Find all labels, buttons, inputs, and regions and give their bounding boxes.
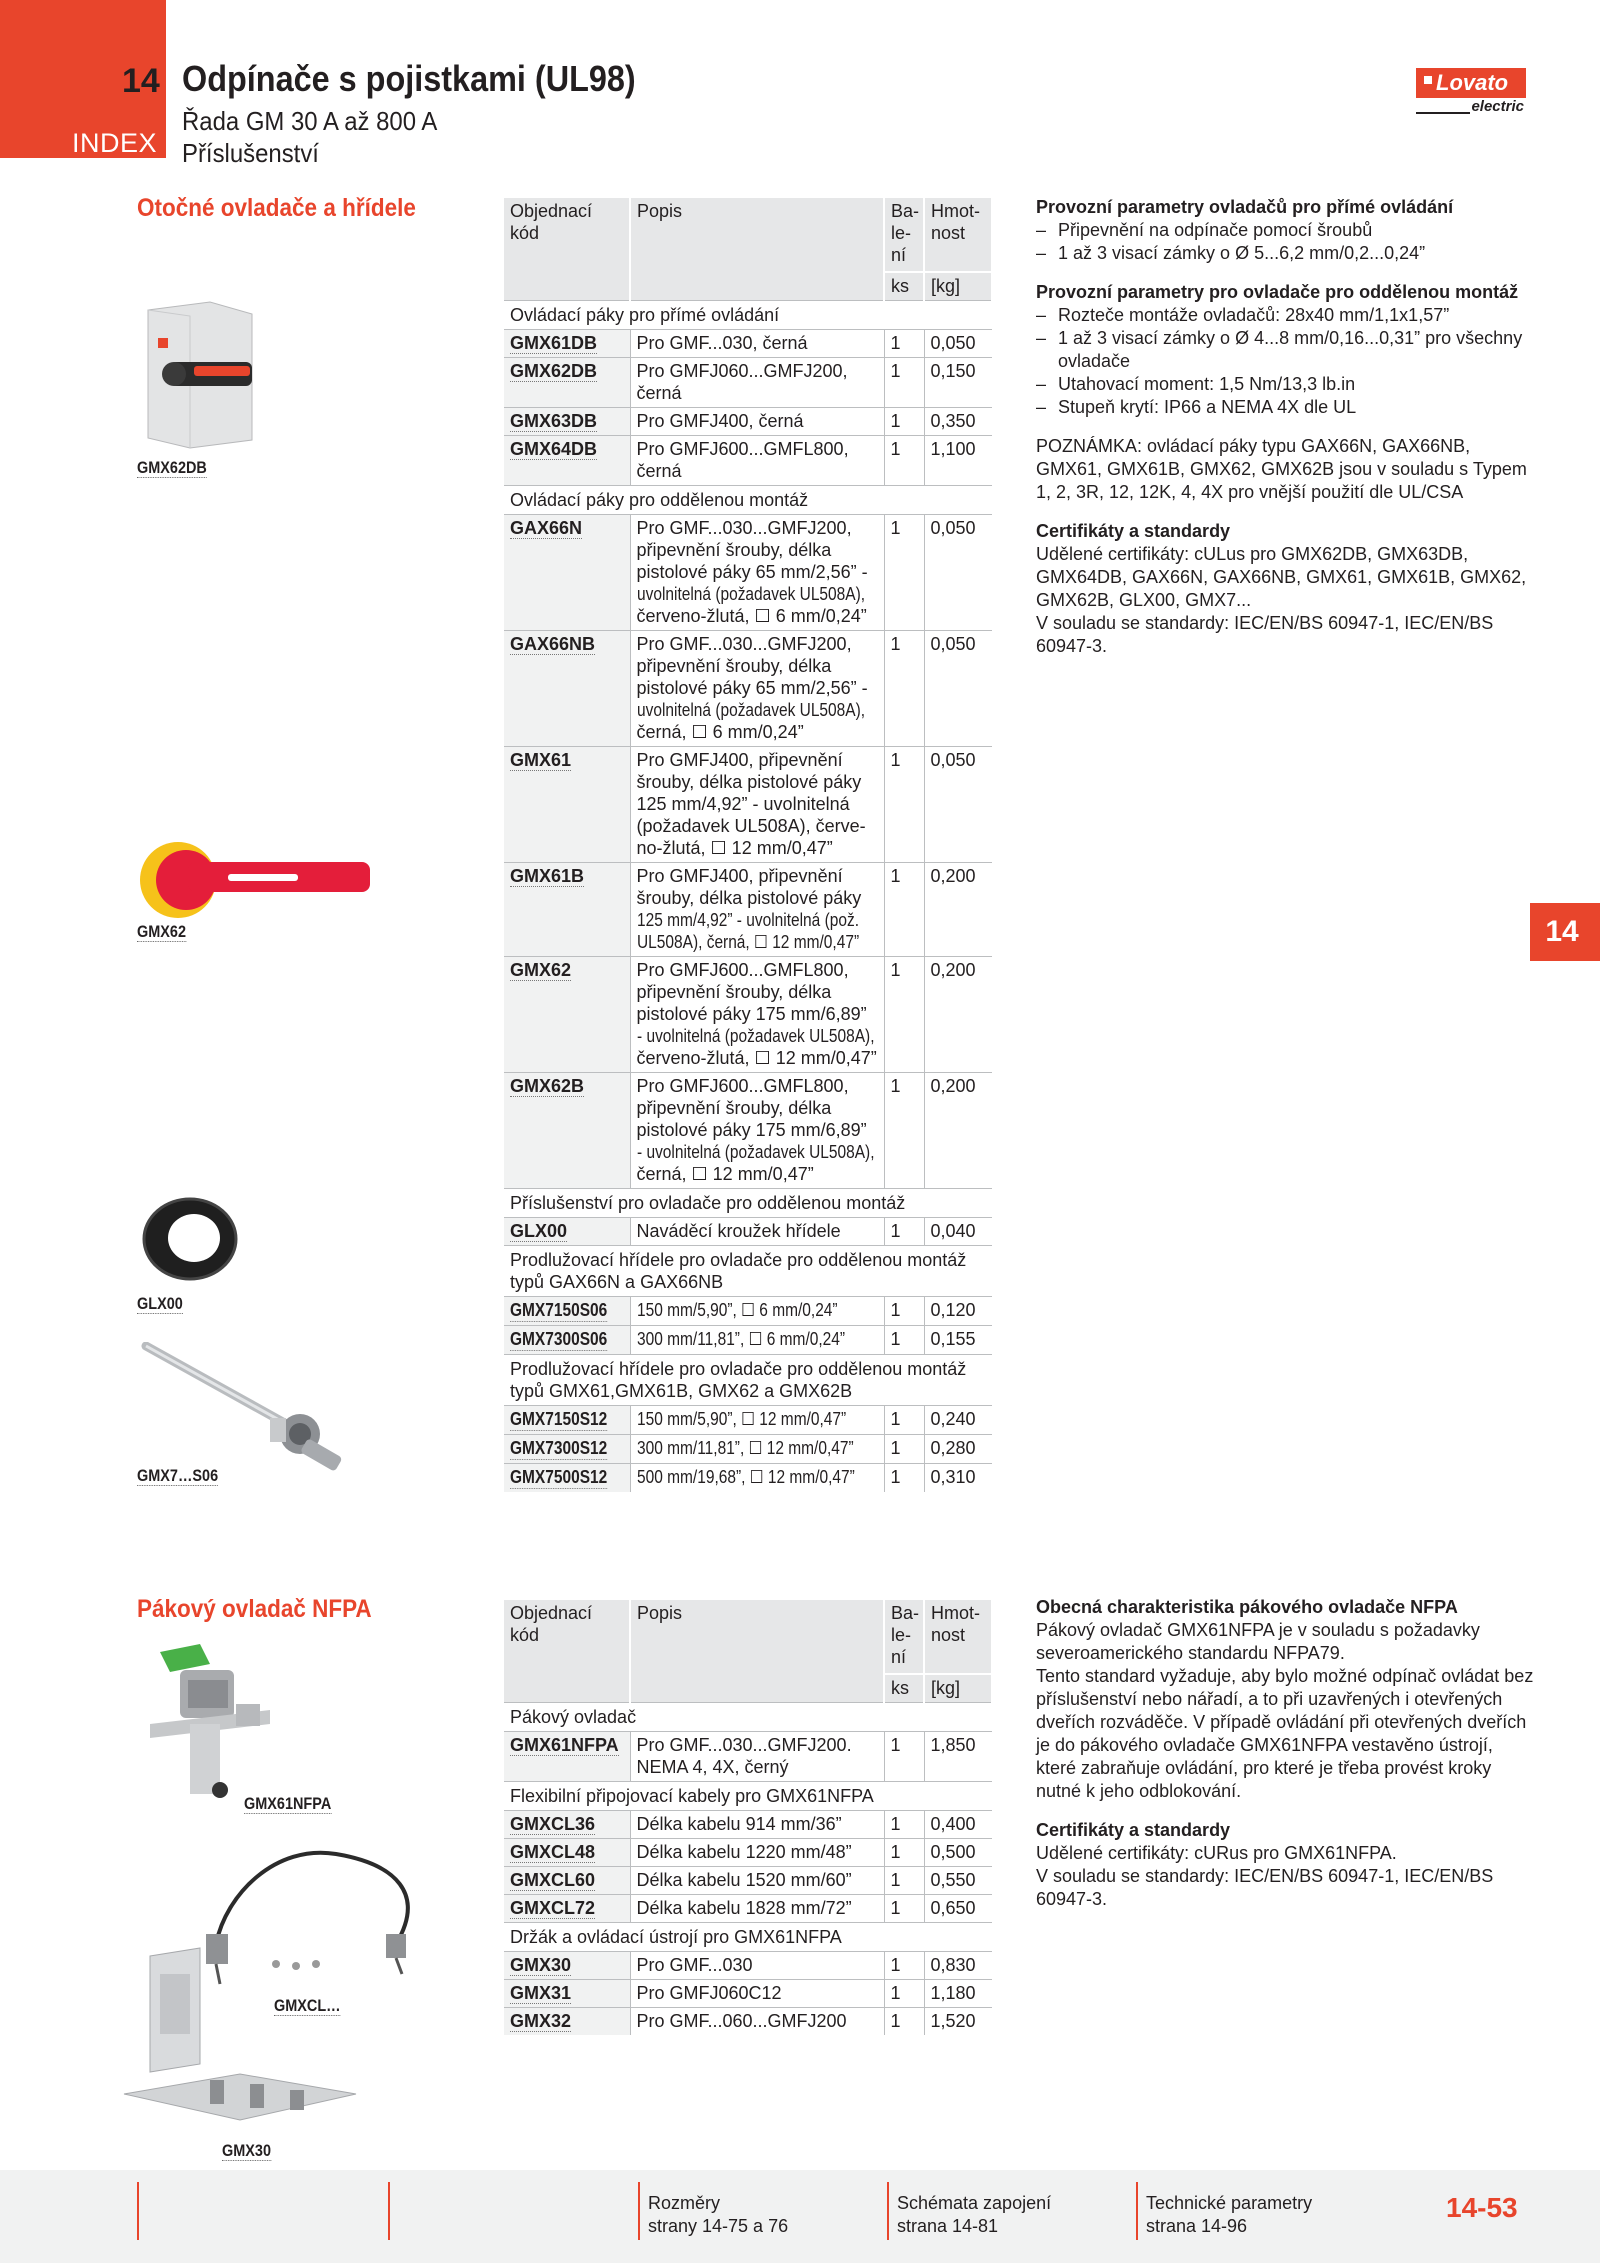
table-row bbox=[504, 1867, 992, 1895]
product-code[interactable]: GMX61DB bbox=[510, 333, 598, 353]
table-row bbox=[504, 863, 992, 957]
info-item: – 1 až 3 visací zámky o Ø 5...6,2 mm/0,2...0,24” bbox=[1036, 242, 1536, 265]
nfpa-handle-image bbox=[140, 1640, 290, 1810]
desc-line: - uvolnitelná (požadavek UL508A), bbox=[636, 1142, 875, 1162]
product-code[interactable]: GMX62B bbox=[510, 1076, 585, 1096]
info-item: – Rozteče montáže ovladačů: 28x40 mm/1,1x1,57” bbox=[1036, 304, 1536, 327]
pack-qty: 1 bbox=[884, 863, 924, 957]
info-note: POZNÁMKA: ovládací páky typu GAX66N, GAX66NB, GMX61, GMX61B, GMX62, GMX62B jsou v souladu s Typem 1, 2, 3R, 12, 12K, 4, 4X pro vnější použití dle UL/CSA bbox=[1036, 436, 1527, 502]
pack-qty: 1 bbox=[884, 1732, 924, 1782]
pack-qty: 1 bbox=[884, 1435, 924, 1464]
table-row bbox=[504, 358, 992, 408]
product-desc: Naváděcí kroužek hřídele bbox=[630, 1218, 884, 1246]
table-row bbox=[504, 957, 992, 1073]
product-code[interactable]: GMX31 bbox=[510, 1983, 572, 2003]
product-code[interactable]: GMX62DB bbox=[510, 361, 598, 381]
weight: 0,050 bbox=[924, 631, 992, 747]
product-code[interactable]: GMX7500S12 bbox=[510, 1467, 608, 1487]
product-code[interactable]: GMX61NFPA bbox=[510, 1735, 619, 1755]
group-title: Flexibilní připojovací kabely pro GMX61NFPA bbox=[504, 1782, 992, 1811]
pack-qty: 1 bbox=[884, 1867, 924, 1895]
image-label-gmx62 bbox=[137, 922, 186, 942]
pack-qty: 1 bbox=[884, 1073, 924, 1189]
col-header-code: Objednací kód bbox=[504, 1600, 630, 1703]
info-item: – 1 až 3 visací zámky o Ø 4...8 mm/0,16...0,31” pro všechny ovladače bbox=[1036, 327, 1536, 373]
info-heading: Certifikáty a standardy bbox=[1036, 1820, 1231, 1840]
col-header-pack: Ba- le- ní bbox=[884, 198, 924, 272]
product-desc: Délka kabelu 1520 mm/60” bbox=[630, 1867, 884, 1895]
pack-qty: 1 bbox=[884, 1297, 924, 1326]
bracket-mechanism-image bbox=[120, 1944, 360, 2134]
product-table-rotary bbox=[504, 198, 992, 1492]
desc-line: šrouby, délka pistolové páky bbox=[636, 888, 862, 908]
product-desc: Pro GMF...060...GMFJ200 bbox=[630, 2008, 884, 2036]
product-code[interactable]: GMX7300S06 bbox=[510, 1329, 608, 1349]
image-label-text: GMX61NFPA bbox=[244, 1794, 332, 1813]
footer-label: Rozměry bbox=[648, 2193, 721, 2213]
desc-line: černá, ☐ 12 mm/0,47” bbox=[636, 1164, 814, 1184]
product-desc bbox=[630, 747, 884, 863]
product-code[interactable]: GMX7150S12 bbox=[510, 1409, 608, 1429]
weight: 0,150 bbox=[924, 358, 992, 408]
footer-pages: strana 14-81 bbox=[897, 2216, 999, 2236]
table-row bbox=[504, 436, 992, 486]
desc-line: - uvolnitelná (požadavek UL508A), bbox=[636, 1026, 875, 1046]
info-certificates: Udělené certifikáty: cULus pro GMX62DB, GMX63DB, GMX64DB, GAX66N, GAX66NB, GMX61, GMX61B, GMX62, GMX62B, GLX00, GMX7... bbox=[1036, 544, 1527, 610]
weight: 0,050 bbox=[924, 515, 992, 631]
product-desc: Pro GMFJ060...GMFJ200, černá bbox=[630, 358, 884, 408]
footer-divider bbox=[137, 2182, 139, 2240]
weight: 0,200 bbox=[924, 863, 992, 957]
col-header-pack: Ba- le- ní bbox=[884, 1600, 924, 1674]
image-label-gmx7-s06 bbox=[137, 1466, 218, 1486]
weight: 0,400 bbox=[924, 1811, 992, 1839]
product-code[interactable]: GMX30 bbox=[510, 1955, 572, 1975]
desc-line: 150 mm/5,90”, ☐ 12 mm/0,47” bbox=[636, 1409, 846, 1429]
product-code[interactable]: GLX00 bbox=[510, 1221, 568, 1241]
desc-line: (požadavek UL508A), červe- bbox=[636, 816, 866, 836]
product-desc bbox=[630, 631, 884, 747]
pack-qty: 1 bbox=[884, 515, 924, 631]
info-paragraph: Tento standard vyžaduje, aby bylo možné odpínač ovládat bez příslušenství nebo nářadí, a to při uzavřených i otevřených dveřích rozváděče. V případě ovládání při otevřených dveřích je do pákového ovladače GMX61NFPA vestavěno ústrojí, které zabraňuje ovládání, pro které je třeba provést kroky nutné k jeho odblokování. bbox=[1036, 1666, 1534, 1801]
col-header-desc: Popis bbox=[630, 198, 884, 301]
desc-line: Pro GMFJ600...GMFL800, bbox=[636, 960, 849, 980]
product-desc: Délka kabelu 914 mm/36” bbox=[630, 1811, 884, 1839]
desc-line: uvolnitelná (požadavek UL508A), bbox=[636, 584, 865, 604]
pack-qty: 1 bbox=[884, 1406, 924, 1435]
weight: 0,830 bbox=[924, 1952, 992, 1980]
table-row bbox=[504, 1980, 992, 2008]
section-title-nfpa: Pákový ovladač NFPA bbox=[137, 1595, 372, 1623]
weight: 0,200 bbox=[924, 1073, 992, 1189]
footer-label: Technické parametry bbox=[1146, 2193, 1313, 2213]
product-desc bbox=[630, 1464, 884, 1493]
image-label-text: GMX30 bbox=[222, 2141, 271, 2160]
product-desc bbox=[630, 1435, 884, 1464]
desc-line: pistolové páky 175 mm/6,89” bbox=[636, 1004, 867, 1024]
table-row bbox=[504, 1952, 992, 1980]
desc-line: Pro GMFJ400, připevnění bbox=[636, 750, 843, 770]
footer-divider bbox=[1136, 2182, 1138, 2240]
product-code[interactable]: GAX66N bbox=[510, 518, 583, 538]
group-title: Prodlužovací hřídele pro ovladače pro oddělenou montáž typů GMX61,GMX61B, GMX62 a GMX62B bbox=[504, 1355, 992, 1406]
weight: 0,050 bbox=[924, 747, 992, 863]
product-code[interactable]: GMX61B bbox=[510, 866, 585, 886]
col-unit-pack: ks bbox=[884, 272, 924, 301]
desc-line: červeno-žlutá, ☐ 12 mm/0,47” bbox=[636, 1048, 877, 1068]
section-title-rotary: Otočné ovladače a hřídele bbox=[137, 194, 416, 222]
product-desc bbox=[630, 1297, 884, 1326]
chapter-side-tab[interactable]: 14 bbox=[1530, 903, 1600, 961]
weight: 0,280 bbox=[924, 1435, 992, 1464]
product-code[interactable]: GMXCL36 bbox=[510, 1814, 596, 1834]
footer-link-wiring[interactable] bbox=[897, 2192, 1051, 2238]
desc-line: připevnění šrouby, délka bbox=[636, 656, 832, 676]
image-label-text: GLX00 bbox=[137, 1294, 183, 1313]
product-code[interactable]: GMX32 bbox=[510, 2011, 572, 2031]
guide-ring-image bbox=[140, 1194, 240, 1284]
table-row bbox=[504, 515, 992, 631]
desc-line: 125 mm/4,92” - uvolnitelná bbox=[636, 794, 850, 814]
weight: 0,040 bbox=[924, 1218, 992, 1246]
product-code[interactable]: GMXCL48 bbox=[510, 1842, 596, 1862]
product-code[interactable]: GMX62 bbox=[510, 960, 572, 980]
col-unit-weight: [kg] bbox=[924, 1674, 992, 1703]
weight: 0,200 bbox=[924, 957, 992, 1073]
page-subtitle-accessories: Příslušenství bbox=[182, 138, 319, 168]
image-label-gmx62db bbox=[137, 458, 207, 478]
product-desc bbox=[630, 957, 884, 1073]
pack-qty: 1 bbox=[884, 1952, 924, 1980]
desc-line: Pro GMF...030...GMFJ200, bbox=[636, 518, 852, 538]
col-header-weight: Hmot- nost bbox=[924, 1600, 992, 1674]
weight: 1,100 bbox=[924, 436, 992, 486]
info-item: – Připevnění na odpínače pomocí šroubů bbox=[1036, 219, 1536, 242]
weight: 1,850 bbox=[924, 1732, 992, 1782]
weight: 0,550 bbox=[924, 1867, 992, 1895]
desc-line: 500 mm/19,68”, ☐ 12 mm/0,47” bbox=[636, 1467, 855, 1487]
weight: 0,050 bbox=[924, 330, 992, 358]
group-title: Ovládací páky pro přímé ovládání bbox=[504, 301, 992, 330]
footer-label: Schémata zapojení bbox=[897, 2193, 1052, 2213]
footer-pages: strany 14-75 a 76 bbox=[648, 2216, 789, 2236]
info-heading: Certifikáty a standardy bbox=[1036, 521, 1231, 541]
col-header-weight: Hmot- nost bbox=[924, 198, 992, 272]
pack-qty: 1 bbox=[884, 2008, 924, 2036]
footer-link-technical[interactable] bbox=[1146, 2192, 1312, 2238]
product-desc: Pro GMFJ400, černá bbox=[630, 408, 884, 436]
info-certificates: Udělené certifikáty: cURus pro GMX61NFPA. bbox=[1036, 1843, 1397, 1863]
image-label-text: GMX62 bbox=[137, 922, 186, 941]
table-row bbox=[504, 1732, 992, 1782]
pack-qty: 1 bbox=[884, 1218, 924, 1246]
product-code[interactable]: GMXCL72 bbox=[510, 1898, 596, 1918]
image-label-text: GMX62DB bbox=[137, 458, 207, 477]
table-row bbox=[504, 1435, 992, 1464]
desc-line: 125 mm/4,92” - uvolnitelná (pož. bbox=[636, 910, 859, 930]
product-desc bbox=[630, 1732, 884, 1782]
desc-line: připevnění šrouby, délka bbox=[636, 540, 832, 560]
page-number: 14-53 bbox=[1446, 2192, 1518, 2223]
product-desc: Pro GMF...030 bbox=[630, 1952, 884, 1980]
desc-line: pistolové páky 65 mm/2,56” - bbox=[636, 678, 868, 698]
info-standards: V souladu se standardy: IEC/EN/BS 60947-1, IEC/EN/BS 60947-3. bbox=[1036, 613, 1494, 656]
product-desc bbox=[630, 1073, 884, 1189]
info-heading: Obecná charakteristika pákového ovladače NFPA bbox=[1036, 1597, 1458, 1617]
product-code[interactable]: GMXCL60 bbox=[510, 1870, 596, 1890]
desc-line: Pro GMF...030...GMFJ200, bbox=[636, 634, 852, 654]
desc-line: Pro GMFJ600...GMFL800, bbox=[636, 1076, 849, 1096]
pack-qty: 1 bbox=[884, 1839, 924, 1867]
group-title: Ovládací páky pro oddělenou montáž bbox=[504, 486, 992, 515]
pack-qty: 1 bbox=[884, 330, 924, 358]
desc-line: uvolnitelná (požadavek UL508A), bbox=[636, 700, 865, 720]
weight: 0,155 bbox=[924, 1326, 992, 1355]
group-title: Příslušenství pro ovladače pro oddělenou montáž bbox=[504, 1189, 992, 1218]
desc-line: pistolové páky 175 mm/6,89” bbox=[636, 1120, 867, 1140]
product-table-nfpa bbox=[504, 1600, 992, 2035]
desc-line: 300 mm/11,81”, ☐ 12 mm/0,47” bbox=[636, 1438, 854, 1458]
table-row bbox=[504, 330, 992, 358]
desc-line: červeno-žlutá, ☐ 6 mm/0,24” bbox=[636, 606, 867, 626]
pack-qty: 1 bbox=[884, 957, 924, 1073]
table-row bbox=[504, 747, 992, 863]
weight: 0,350 bbox=[924, 408, 992, 436]
product-code[interactable]: GMX7150S06 bbox=[510, 1300, 608, 1320]
product-desc: Pro GMFJ600...GMFL800, černá bbox=[630, 436, 884, 486]
pack-qty: 1 bbox=[884, 1464, 924, 1493]
pack-qty: 1 bbox=[884, 747, 924, 863]
desc-line: připevnění šrouby, délka bbox=[636, 982, 832, 1002]
group-title: Držák a ovládací ústrojí pro GMX61NFPA bbox=[504, 1923, 992, 1952]
table-row bbox=[504, 1326, 992, 1355]
page-footer bbox=[0, 2170, 1600, 2263]
desc-line: NEMA 4, 4X, černý bbox=[636, 1757, 789, 1777]
desc-line: no-žlutá, ☐ 12 mm/0,47” bbox=[636, 838, 833, 858]
desc-line: připevnění šrouby, délka bbox=[636, 1098, 832, 1118]
image-label-text: GMXCL… bbox=[274, 1996, 341, 2015]
info-standards: V souladu se standardy: IEC/EN/BS 60947-1, IEC/EN/BS 60947-3. bbox=[1036, 1866, 1494, 1909]
desc-line: šrouby, délka pistolové páky bbox=[636, 772, 862, 792]
product-code[interactable]: GMX64DB bbox=[510, 439, 598, 459]
col-header-desc: Popis bbox=[630, 1600, 884, 1703]
table-row bbox=[504, 1811, 992, 1839]
col-unit-weight: [kg] bbox=[924, 272, 992, 301]
info-heading: Provozní parametry pro ovladače pro oddělenou montáž bbox=[1036, 282, 1519, 302]
table-row bbox=[504, 1839, 992, 1867]
weight: 1,520 bbox=[924, 2008, 992, 2036]
desc-line: pistolové páky 65 mm/2,56” - bbox=[636, 562, 868, 582]
weight: 0,500 bbox=[924, 1839, 992, 1867]
desc-line: 300 mm/11,81”, ☐ 6 mm/0,24” bbox=[636, 1329, 845, 1349]
desc-line: Pro GMFJ400, připevnění bbox=[636, 866, 843, 886]
col-unit-pack: ks bbox=[884, 1674, 924, 1703]
page-subtitle-series: Řada GM 30 A až 800 A bbox=[182, 106, 438, 136]
table-row bbox=[504, 2008, 992, 2036]
image-label-gmx61nfpa bbox=[244, 1794, 331, 1814]
extension-shaft-image bbox=[140, 1342, 360, 1472]
pack-qty: 1 bbox=[884, 436, 924, 486]
weight: 0,120 bbox=[924, 1297, 992, 1326]
footer-divider bbox=[887, 2182, 889, 2240]
product-code[interactable]: GAX66NB bbox=[510, 634, 596, 654]
desc-line: Pro GMF...030...GMFJ200. bbox=[636, 1735, 852, 1755]
product-desc: Pro GMF...030, černá bbox=[630, 330, 884, 358]
pack-qty: 1 bbox=[884, 1326, 924, 1355]
desc-line: černá, ☐ 6 mm/0,24” bbox=[636, 722, 804, 742]
pack-qty: 1 bbox=[884, 1811, 924, 1839]
product-desc bbox=[630, 863, 884, 957]
footer-divider bbox=[388, 2182, 390, 2240]
logo-subtext: electric bbox=[1471, 98, 1524, 115]
pack-qty: 1 bbox=[884, 358, 924, 408]
desc-line: 150 mm/5,90”, ☐ 6 mm/0,24” bbox=[636, 1300, 838, 1320]
red-yellow-handle-image bbox=[138, 830, 378, 930]
footer-pages: strana 14-96 bbox=[1146, 2216, 1248, 2236]
table-row bbox=[504, 1895, 992, 1923]
image-label-glx00 bbox=[137, 1294, 183, 1314]
product-desc bbox=[630, 1326, 884, 1355]
product-code[interactable]: GMX61 bbox=[510, 750, 572, 770]
table-row bbox=[504, 631, 992, 747]
lovato-logo bbox=[1416, 68, 1526, 118]
index-link[interactable]: INDEX bbox=[72, 128, 158, 158]
page-title: Odpínače s pojistkami (UL98) bbox=[182, 58, 636, 99]
pack-qty: 1 bbox=[884, 1895, 924, 1923]
footer-link-dimensions[interactable] bbox=[648, 2192, 788, 2238]
group-title: Pákový ovladač bbox=[504, 1703, 992, 1732]
weight: 0,650 bbox=[924, 1895, 992, 1923]
info-heading: Provozní parametry ovladačů pro přímé ovládání bbox=[1036, 197, 1454, 217]
table-row bbox=[504, 1297, 992, 1326]
table-row bbox=[504, 1464, 992, 1493]
info-panel-rotary bbox=[1036, 196, 1536, 658]
info-item: – Stupeň krytí: IP66 a NEMA 4X dle UL bbox=[1036, 396, 1536, 419]
weight: 1,180 bbox=[924, 1980, 992, 2008]
table-row bbox=[504, 408, 992, 436]
pack-qty: 1 bbox=[884, 1980, 924, 2008]
image-label-text: GMX7…S06 bbox=[137, 1466, 219, 1485]
weight: 0,310 bbox=[924, 1464, 992, 1493]
col-header-code: Objednací kód bbox=[504, 198, 630, 301]
chapter-number: 14 bbox=[122, 62, 160, 100]
logo-text: Lovato bbox=[1436, 70, 1509, 95]
image-label-gmx30 bbox=[222, 2141, 271, 2161]
product-desc: Pro GMFJ060C12 bbox=[630, 1980, 884, 2008]
table-row bbox=[504, 1073, 992, 1189]
footer-divider bbox=[638, 2182, 640, 2240]
table-row bbox=[504, 1406, 992, 1435]
info-item: – Utahovací moment: 1,5 Nm/13,3 lb.in bbox=[1036, 373, 1536, 396]
product-desc bbox=[630, 1406, 884, 1435]
product-desc: Délka kabelu 1220 mm/48” bbox=[630, 1839, 884, 1867]
pack-qty: 1 bbox=[884, 631, 924, 747]
desc-line: UL508A), černá, ☐ 12 mm/0,47” bbox=[636, 932, 859, 952]
product-desc bbox=[630, 515, 884, 631]
product-code[interactable]: GMX63DB bbox=[510, 411, 598, 431]
product-desc: Délka kabelu 1828 mm/72” bbox=[630, 1895, 884, 1923]
switch-handle-image bbox=[140, 300, 260, 450]
weight: 0,240 bbox=[924, 1406, 992, 1435]
product-code[interactable]: GMX7300S12 bbox=[510, 1438, 608, 1458]
info-panel-nfpa bbox=[1036, 1596, 1536, 1911]
info-paragraph: Pákový ovladač GMX61NFPA je v souladu s požadavky severoamerického standardu NFPA79. bbox=[1036, 1620, 1480, 1663]
group-title: Prodlužovací hřídele pro ovladače pro oddělenou montáž typů GAX66N a GAX66NB bbox=[504, 1246, 992, 1297]
pack-qty: 1 bbox=[884, 408, 924, 436]
table-row bbox=[504, 1218, 992, 1246]
